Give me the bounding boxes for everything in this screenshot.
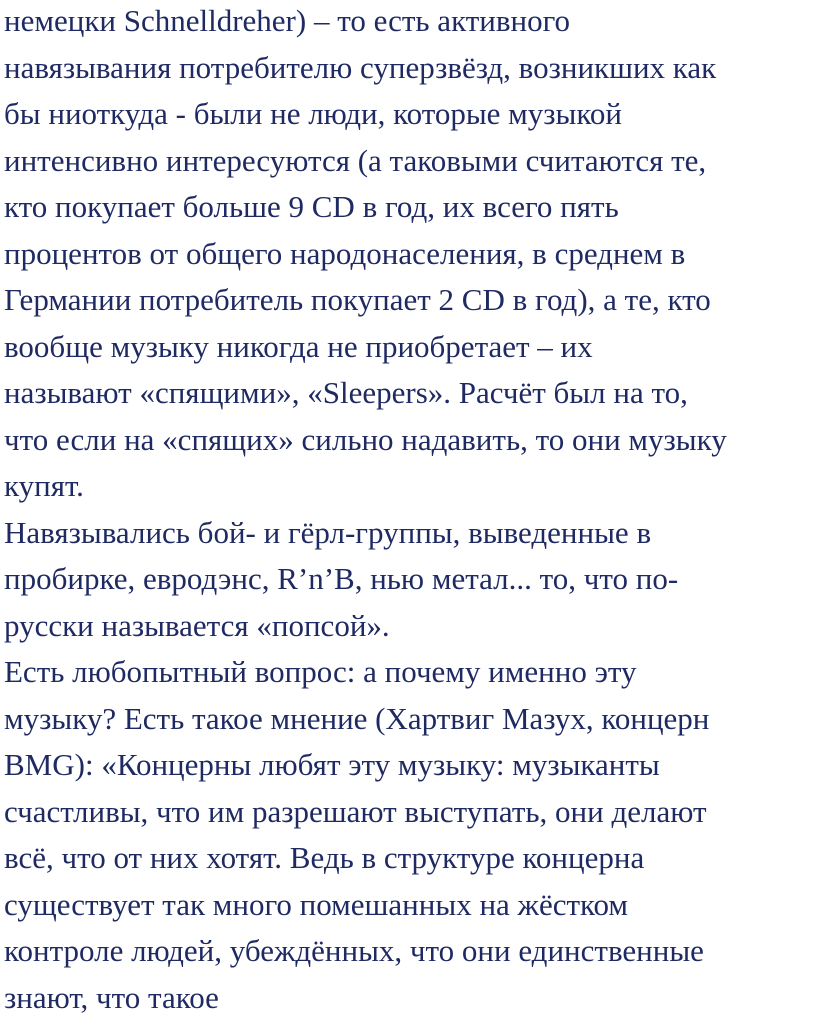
- text-line: счастливы, что им разрешают выступать, они делают: [4, 793, 707, 829]
- text-line: знают, что такое: [4, 979, 219, 1015]
- text-line: Германии потребитель покупает 2 CD в год), а те, кто: [4, 282, 711, 317]
- text-line: пробирке, евродэнс, R’n’B, нью метал... то, что по-: [4, 561, 679, 596]
- text-line: кто покупает больше 9 CD в год, их всего пять: [4, 189, 619, 224]
- text-line: бы ниоткуда - были не люди, которые музыкой: [4, 96, 622, 131]
- text-line: Навязывались бой- и гёрл-группы, выведенные в: [4, 514, 652, 550]
- text-line: всё, что от них хотят. Ведь в структуре концерна: [4, 840, 645, 875]
- text-line: русски называется «попсой».: [4, 607, 390, 643]
- text-line: BMG): «Концерны любят эту музыку: музыканты: [4, 747, 660, 782]
- text-line: навязывания потребителю суперзвёзд, возникших как: [4, 49, 717, 85]
- text-line: немецки Schnelldreher) – то есть активного: [4, 3, 571, 38]
- text-line: процентов от общего народонаселения, в среднем в: [4, 235, 686, 271]
- text-line: вообще музыку никогда не приобретает – их: [4, 328, 593, 364]
- text-line: что если на «спящих» сильно надавить, то они музыку: [4, 421, 727, 457]
- text-line: контроле людей, убеждённых, что они единственные: [4, 933, 704, 968]
- text-line: Есть любопытный вопрос: а почему именно эту: [4, 654, 637, 689]
- text-line: существует так много помешанных на жёстком: [4, 886, 629, 922]
- text-line: музыку? Есть такое мнение (Хартвиг Мазух, концерн: [4, 700, 710, 736]
- text-line: называют «спящими», «Sleepers». Расчёт был на то,: [4, 375, 688, 410]
- document-text: [4, 0, 810, 1021]
- text-line: интенсивно интересуются (а таковыми считаются те,: [4, 142, 707, 178]
- text-line: купят.: [4, 468, 84, 503]
